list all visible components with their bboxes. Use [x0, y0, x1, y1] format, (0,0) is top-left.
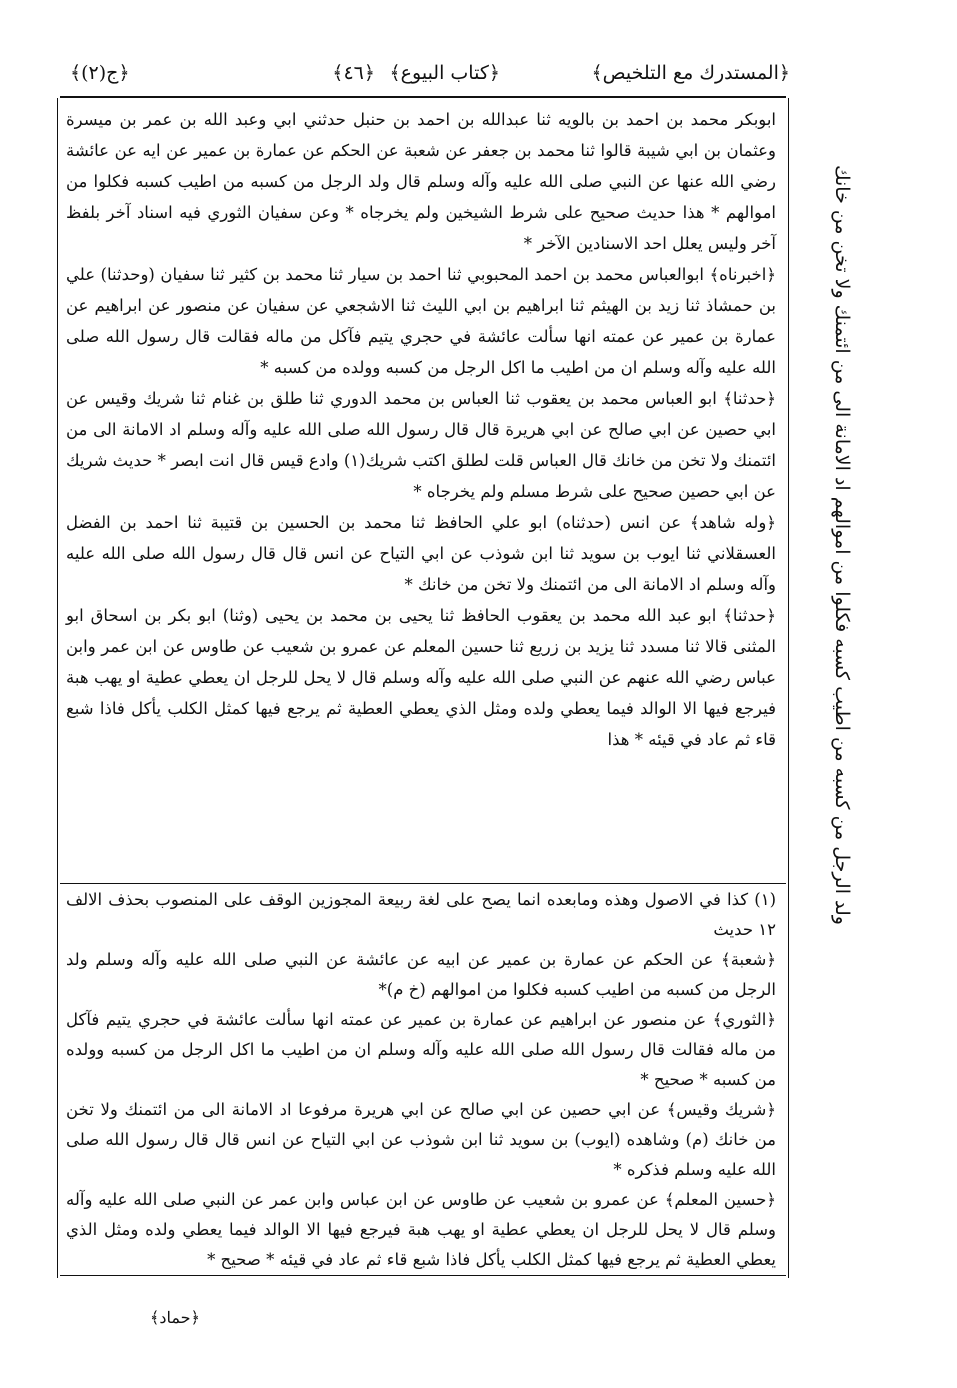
paragraph: ﴿اخبرناه﴾ ابوالعباس محمد بن احمد المحبوبي ثنا احمد بن سيار ثنا محمد بن كثير ثنا سفيان (وحدثنا) علي بن حمشاذ ثنا زيد بن الهيثم ثنا ابراهيم بن ابي الليث ثنا الاشجعي عن سفيان عن منصور عن ابراهيم عن عمارة بن عمير عن عمته انها سألت عائشة في حجري يتيم فآكل من ماله فقالت قال رسول الله صلى الله عليه وآله وسلم ان من اطيب ما اكل الرجل من كسبه وولده من كسبه * — [66, 265, 776, 377]
bottom-rule — [60, 1275, 786, 1276]
footnote-rule — [60, 883, 786, 884]
summary-paragraph: ﴿شعبة﴾ عن الحكم عن عمارة بن عمير عن ابيه عن عائشة عن النبي صلى الله عليه وآله وسلم ولد الرجل من كسبه من اطيب كسبه فكلوا من اموالهم (خ م)* — [66, 950, 776, 999]
chapter-title: ﴿كتاب البيوع﴾ — [389, 62, 500, 84]
paragraph: ابوبكر محمد بن احمد بن بالويه ثنا عبدالله بن احمد بن حنبل حدثني ابي وعبد الله بن عمر بن ميسرة وعثمان بن ابي شيبة قالوا ثنا محمد بن جعفر عن شعبة عن الحكم عن عمارة بن عمير عن ايه عن عائشة رضي الله عنها عن النبي صلى الله عليه وآله وسلم قال ولد الرجل من كسبه من اطيب كسبه فكلوا من اموالهم * هذا حديث صحيح على شرط الشيخين ولم يخرجاه * وعن سفيان الثوري فيه اسناد آخر بلفظ آخر وليس يعلل احد الاسنادين الآخر * — [66, 110, 776, 253]
signature: ﴿حماد﴾ — [150, 1308, 200, 1327]
page-number: ﴿٤٦﴾ — [332, 62, 375, 84]
footnote: (١) كذا في الاصول وهذه ومابعده انما يصح على لغة ربيعة المجوزين الوقف على المنصوب بحذف الالف ١٢ حديث — [66, 890, 776, 939]
paragraph: ﴿حدثنا﴾ ابو العباس محمد بن يعقوب ثنا العباس بن محمد الدوري ثنا طلق بن غنام ثنا شريك وقيس عن ابي حصين عن ابي صالح عن ابي هريرة قال قال رسول الله صلى الله عليه وآله وسلم اد الامانة الى من ائتمنك ولا تخن من خانك قال العباس قلت لطلق اكتب شريك(١) وادع قيس قال انت ابصر * حديث شريك عن ابي حصين صحيح على شرط مسلم ولم يخرجاه * — [66, 389, 777, 501]
volume-number: ﴿ج(٢)﴾ — [70, 62, 130, 84]
book-title: ﴿المستدرك مع التلخيص﴾ — [591, 62, 790, 84]
paragraph: ﴿وله شاهد﴾ عن انس (حدثناه) ابو علي الحافظ ثنا محمد بن الحسين بن قتيبة ثنا احمد بن الفضل العسقلاني ثنا ايوب بن سويد ثنا ابن شوذب عن ابي التياح عن انس قال قال رسول الله صلى الله عليه وآله وسلم اد الامانة الى من ائتمنك ولا تخن من خانك * — [66, 513, 776, 594]
summary-paragraph: ﴿حسين المعلم﴾ عن عمرو بن شعيب عن طاوس عن ابن عباس وابن عمر عن النبي صلى الله عليه وآله وسلم قال لا يحل للرجل ان يعطي عطية او يهب هبة فيرجع فيها الا الوالد فيما يعطي ولده ومثل الذي يعطي العطية ثم يرجع فيها كمثل الكلب يأكل فاذا شبع قاء ثم عاد في قيئه * صحيح * — [66, 1190, 776, 1269]
main-text — [66, 104, 776, 755]
page-header — [60, 58, 790, 94]
margin-annotation-text: ولد الرجل من كسبه من اطيب كسبه فكلوا من اموالهم اد الامانة الى من ائتمنك ولا تخن من خانك — [831, 165, 853, 925]
summary-paragraph: ﴿شريك وقيس﴾ عن ابي حصين عن ابي صالح عن ابي هريرة مرفوعا اد الامانة الى من ائتمنك ولا تخن من خانك (م) وشاهده (ايوب) بن سويد ثنا ابن شوذب عن ابي التياح عن انس قال قال رسول الله صلى الله عليه وسلم فذكره * — [66, 1100, 776, 1179]
summary-text — [66, 885, 776, 1275]
paragraph: ﴿حدثنا﴾ ابو عبد الله محمد بن يعقوب الحافظ ثنا يحيى بن محمد بن يحيى (وثنا) ابو بكر بن اسحاق ابو المثنى قالا ثنا مسدد ثنا يزيد بن زريع ثنا حسين المعلم عن عمرو بن شعيب عن طاوس عن ابن عمر وابن عباس رضي الله عنهم عن النبي صلى الله عليه وآله وسلم قال لا يحل للرجل ان يعطي عطية او يهب هبة فيرجع فيها الا الوالد فيما يعطي ولده ومثل الذي يعطي العطية ثم يرجع فيها كمثل الكلب يأكل فاذا شبع قاء ثم عاد في قيئه * هذا — [66, 606, 776, 749]
summary-paragraph: ﴿الثوري﴾ عن منصور عن ابراهيم عن عمارة بن عمير عن عمته انها سألت عائشة في حجري يتيم فآكل من ماله فقالت قال رسول الله صلى الله عليه وآله وسلم ان من اطيب ما اكل الرجل من كسبه وولده من كسبه * صحيح * — [66, 1010, 776, 1089]
margin-annotation — [803, 165, 863, 925]
